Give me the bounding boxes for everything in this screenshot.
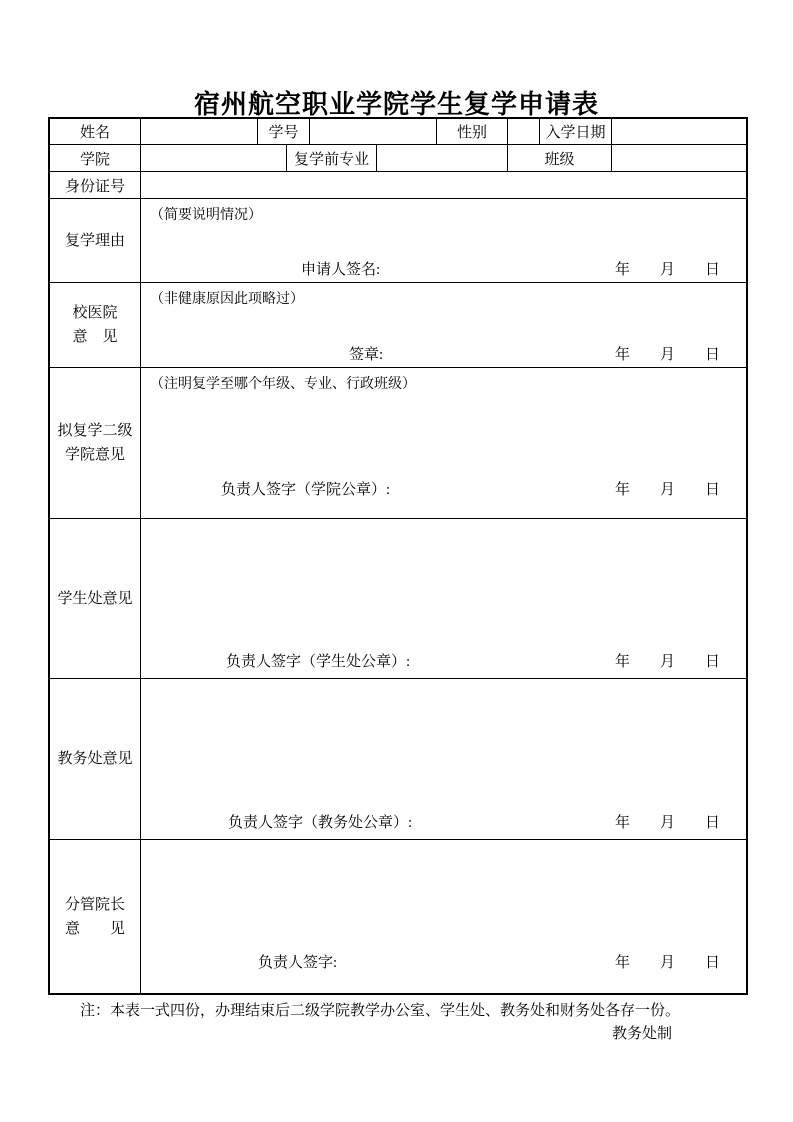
section-reason-label: 复学理由 bbox=[50, 199, 141, 282]
section-academic-affairs-label: 教务处意见 bbox=[50, 679, 141, 839]
reason-hint: （简要说明情况） bbox=[150, 208, 262, 223]
hospital-seal-label: 签章: bbox=[349, 347, 384, 363]
section-college-opinion bbox=[50, 368, 746, 519]
college-label: 学院 bbox=[50, 145, 141, 171]
academic-affairs-signature-label: 负责人签字（教务处公章）: bbox=[228, 815, 413, 831]
section-academic-affairs bbox=[50, 679, 746, 840]
date-fields: 年 月 日 bbox=[614, 262, 720, 278]
reason-content-area[interactable] bbox=[141, 199, 746, 282]
pre-major-input-cell[interactable] bbox=[377, 145, 508, 171]
form-title: 宿州航空职业学院学生复学申请表 bbox=[193, 89, 599, 119]
applicant-signature-label: 申请人签名: bbox=[301, 262, 381, 278]
name-label: 姓名 bbox=[50, 119, 141, 144]
dean-content-area[interactable] bbox=[141, 840, 746, 993]
section-student-affairs bbox=[50, 519, 746, 679]
application-form-table bbox=[48, 117, 748, 995]
date-fields: 年 月 日 bbox=[614, 815, 720, 831]
date-fields: 年 月 日 bbox=[614, 347, 720, 363]
section-hospital bbox=[50, 283, 746, 368]
enroll-date-label: 入学日期 bbox=[540, 119, 612, 144]
gender-label: 性别 bbox=[437, 119, 508, 144]
section-dean bbox=[50, 840, 746, 993]
id-number-row bbox=[50, 172, 746, 199]
student-id-label: 学号 bbox=[258, 119, 310, 144]
college-input-cell[interactable] bbox=[141, 145, 287, 171]
id-digit-cells bbox=[141, 172, 746, 198]
hospital-content-area[interactable] bbox=[141, 283, 746, 367]
date-fields: 年 月 日 bbox=[614, 955, 720, 971]
hospital-hint: （非健康原因此项略过） bbox=[150, 292, 304, 307]
date-fields: 年 月 日 bbox=[614, 482, 720, 498]
section-reason bbox=[50, 199, 746, 283]
college-opinion-hint: （注明复学至哪个年级、专业、行政班级） bbox=[150, 377, 416, 392]
name-input-cell[interactable] bbox=[141, 119, 258, 144]
college-opinion-content-area[interactable] bbox=[141, 368, 746, 518]
section-college-opinion-label: 拟复学二级 学院意见 bbox=[50, 368, 141, 518]
student-id-input-cell[interactable] bbox=[310, 119, 437, 144]
dean-signature-label: 负责人签字: bbox=[258, 955, 338, 971]
student-affairs-content-area[interactable] bbox=[141, 519, 746, 678]
college-signature-label: 负责人签字（学院公章）: bbox=[221, 482, 391, 498]
id-number-label: 身份证号 bbox=[50, 172, 141, 198]
class-label: 班级 bbox=[508, 145, 612, 171]
section-hospital-label: 校医院 意 见 bbox=[50, 283, 141, 367]
class-input-cell[interactable] bbox=[612, 145, 746, 171]
info-row-1 bbox=[50, 119, 746, 145]
section-student-affairs-label: 学生处意见 bbox=[50, 519, 141, 678]
date-fields: 年 月 日 bbox=[614, 654, 720, 670]
pre-major-label: 复学前专业 bbox=[287, 145, 377, 171]
gender-input-cell[interactable] bbox=[508, 119, 540, 144]
issuer-label: 教务处制 bbox=[612, 1026, 673, 1042]
footer-note: 注：本表一式四份，办理结束后二级学院教学办公室、学生处、教务处和财务处各存一份。 bbox=[80, 1003, 681, 1019]
section-dean-label: 分管院长 意 见 bbox=[50, 840, 141, 993]
academic-affairs-content-area[interactable] bbox=[141, 679, 746, 839]
info-row-2 bbox=[50, 145, 746, 172]
enroll-date-input-cell[interactable] bbox=[612, 119, 746, 144]
student-affairs-signature-label: 负责人签字（学生处公章）: bbox=[226, 654, 411, 670]
